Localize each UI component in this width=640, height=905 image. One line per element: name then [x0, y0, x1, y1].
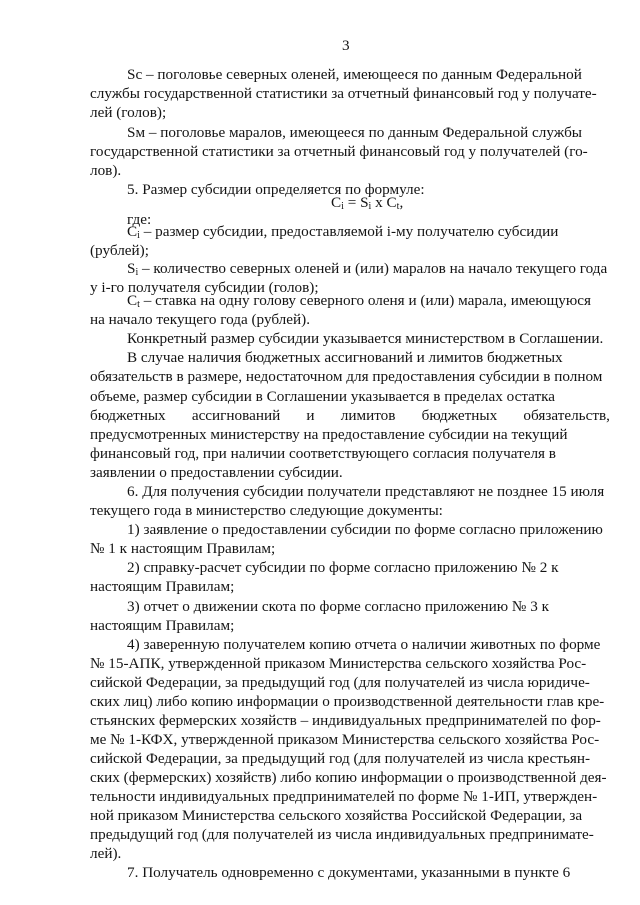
definition-subscript: i — [137, 230, 140, 241]
text-line: обязательств в размере, недостаточном для предоставления субсидии в полном — [90, 368, 603, 385]
text-line: (рублей); — [90, 242, 149, 259]
text-line: 4) заверенную получателем копию отчета о наличии животных по форме — [127, 636, 601, 653]
text-line: ских лиц) либо копию информации о производственной деятельности глав кре- — [90, 693, 605, 710]
subsidy-formula — [331, 194, 403, 212]
word: лимитов — [340, 407, 396, 424]
definition-subscript: i — [135, 267, 139, 278]
text-line: сийской Федерации, за предыдущий год (для получателей из числа юридиче- — [90, 674, 590, 691]
text-line: где: — [127, 211, 152, 228]
text-line: 7. Получатель одновременно с документами, указанными в пункте 6 — [127, 864, 571, 881]
text-line: настоящим Правилам; — [90, 617, 235, 634]
text-line: № 15-АПК, утвержденной приказом Министерства сельского хозяйства Рос- — [90, 655, 587, 672]
definition-symbol: C — [127, 223, 138, 240]
formula-operator: x — [375, 194, 383, 211]
definition-text: – количество северных оленей и (или) маралов на начало текущего года — [138, 260, 608, 277]
text-line: лей (голов); — [90, 104, 167, 121]
text-line: сийской Федерации, за предыдущий год (для получателей из числа крестьян- — [90, 750, 591, 767]
text-line: предусмотренных министерству на предоставление субсидии на текущий — [90, 426, 568, 443]
text-line: у i-го получателя субсидии (голов); — [90, 279, 319, 296]
text-line: службы государственной статистики за отчетный финансовый год у получате- — [90, 85, 597, 102]
definition-subscript: t — [137, 299, 140, 310]
formula-subscript: i — [341, 201, 344, 212]
word: бюджетных — [421, 407, 498, 424]
word: ассигнований — [191, 407, 281, 424]
word: бюджетных — [90, 407, 166, 424]
definition-text: – ставка на одну голову северного оленя и (или) марала, имеющуюся — [139, 292, 591, 309]
text-line: текущего года в министерство следующие документы: — [90, 502, 443, 519]
text-line: финансовый год, при наличии соответствующего согласия получателя в — [90, 445, 556, 462]
text-line: тельности индивидуальных предпринимателей по форме № 1-ИП, утвержден- — [90, 788, 598, 805]
formula-symbol: C — [386, 194, 397, 211]
text-line: стьянских фермерских хозяйств – индивидуальных предпринимателей по фор- — [90, 712, 601, 729]
text-line: № 1 к настоящим Правилам; — [90, 540, 276, 557]
formula-operator: = — [343, 194, 361, 211]
text-line: на начало текущего года (рублей). — [90, 311, 310, 328]
justified-line — [90, 407, 610, 425]
text-line: ских (фермерских) хозяйств) либо копию информации о производственной дея- — [90, 769, 607, 786]
text-line: объеме, размер субсидии в Соглашении указывается в пределах остатка — [90, 388, 556, 405]
formula-symbol: C — [331, 194, 342, 211]
text-line: Sc – поголовье северных оленей, имеющееся по данным Федеральной — [127, 66, 582, 83]
text-line: Конкретный размер субсидии указывается министерством в Соглашении. — [127, 330, 604, 347]
text-line: 6. Для получения субсидии получатели представляют не позднее 15 июля — [127, 483, 605, 500]
definition-symbol: S — [127, 260, 136, 277]
word: обязательств, — [523, 407, 610, 424]
text-line: лей). — [90, 845, 122, 862]
formula-subscript: t — [396, 201, 400, 212]
text-line: 3) отчет о движении скота по форме согласно приложению № 3 к — [127, 598, 549, 615]
text-line: лов). — [90, 162, 122, 179]
definition-text: – размер субсидии, предоставляемой i-му получателю субсидии — [139, 223, 559, 240]
text-line: 2) справку-расчет субсидии по форме согласно приложению № 2 к — [127, 559, 559, 576]
text-line: предыдущий год (для получателей из числа индивидуальных предпринимате- — [90, 826, 594, 843]
text-line: ме № 1-КФХ, утвержденной приказом Министерства сельского хозяйства Рос- — [90, 731, 600, 748]
page-number: 3 — [342, 37, 350, 54]
word: и — [306, 407, 315, 424]
text-line: 5. Размер субсидии определяется по формуле: — [127, 181, 425, 198]
symbol-definition-ct — [127, 292, 591, 310]
formula-symbol: S — [360, 194, 369, 211]
definition-symbol: C — [127, 292, 138, 309]
text-line: ной приказом Министерства сельского хозяйства Российской Федерации, за — [90, 807, 583, 824]
formula-punctuation: , — [399, 194, 404, 211]
symbol-definition-ci — [127, 223, 558, 241]
text-line: В случае наличия бюджетных ассигнований и лимитов бюджетных — [127, 349, 563, 366]
text-line: заявлении о предоставлении субсидии. — [90, 464, 343, 481]
formula-subscript: i — [368, 201, 372, 212]
symbol-definition-si — [127, 260, 607, 278]
text-line: настоящим Правилам; — [90, 578, 235, 595]
text-line: 1) заявление о предоставлении субсидии по форме согласно приложению — [127, 521, 603, 538]
text-line: Sм – поголовье маралов, имеющееся по данным Федеральной службы — [127, 124, 582, 141]
text-line: государственной статистики за отчетный финансовый год у получателей (го- — [90, 143, 588, 160]
